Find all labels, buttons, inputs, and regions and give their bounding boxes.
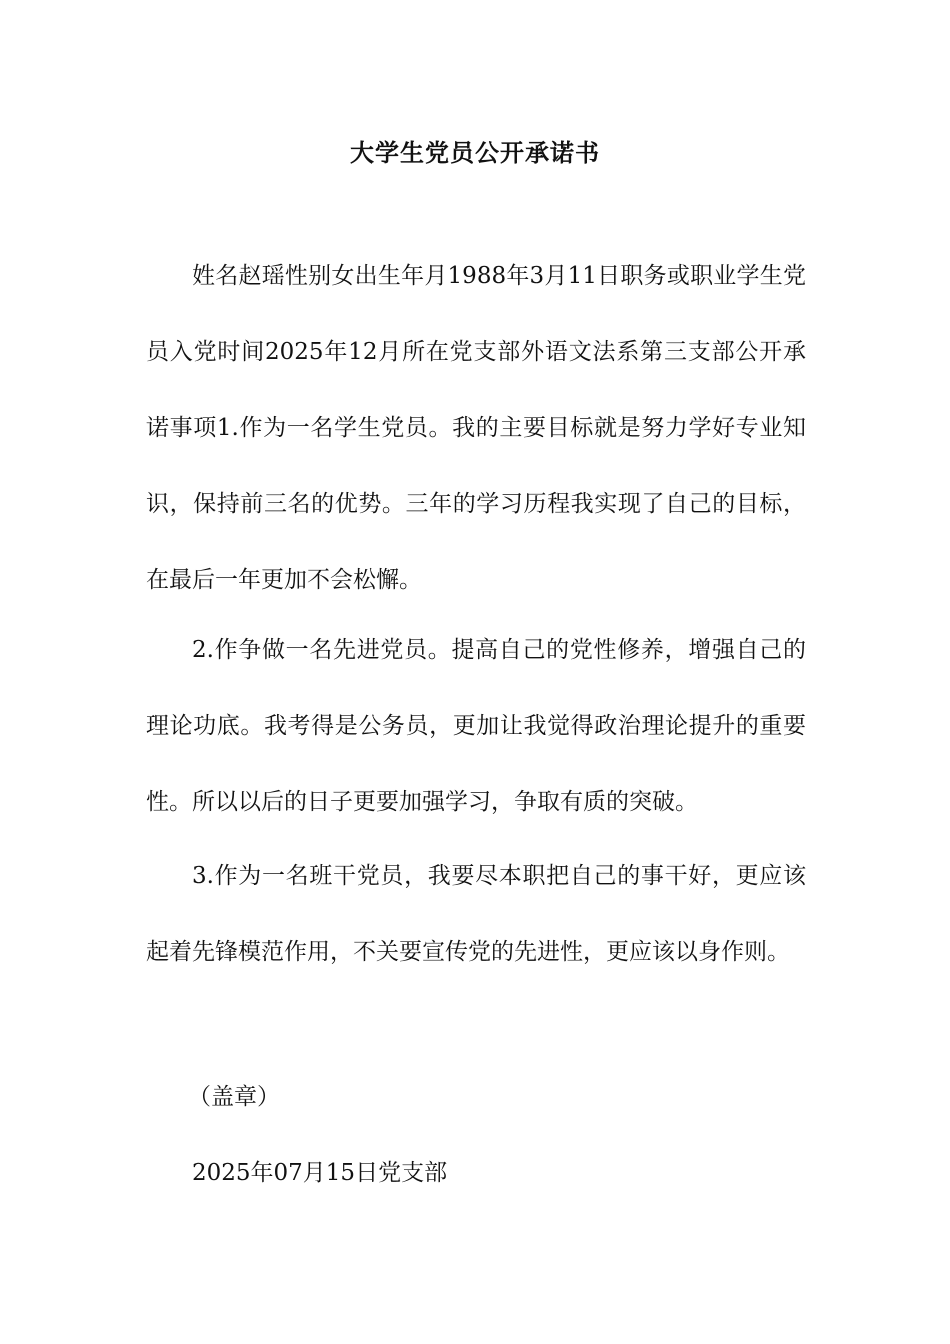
seal-label: （盖章） xyxy=(188,1084,280,1110)
document-title: 大学生党员公开承诺书 xyxy=(350,138,600,167)
paragraph-commitment-2: 2.作争做一名先进党员。提高自己的党性修养，增强自己的理论功底。我考得是公务员，更加让我觉得政治理论提升的重要性。所以以后的日子更要加强学习，争取有质的突破。 xyxy=(146,637,806,815)
date-line: 2025年07月15日党支部 xyxy=(192,1160,448,1186)
paragraph-personal-info-commitment-1: 姓名赵瑶性别女出生年月1988年3月11日职务或职业学生党员入党时间2025年12月所在党支部外语文法系第三支部公开承诺事项1.作为一名学生党员。我的主要目标就是努力学好专业知识，保持前三名的优势。三年的学习历程我实现了自己的目标，在最后一年更加不会松懈。 xyxy=(146,263,806,593)
paragraph-commitment-3: 3.作为一名班干党员，我要尽本职把自己的事干好，更应该起着先锋模范作用，不关要宣传党的先进性，更应该以身作则。 xyxy=(146,863,806,965)
